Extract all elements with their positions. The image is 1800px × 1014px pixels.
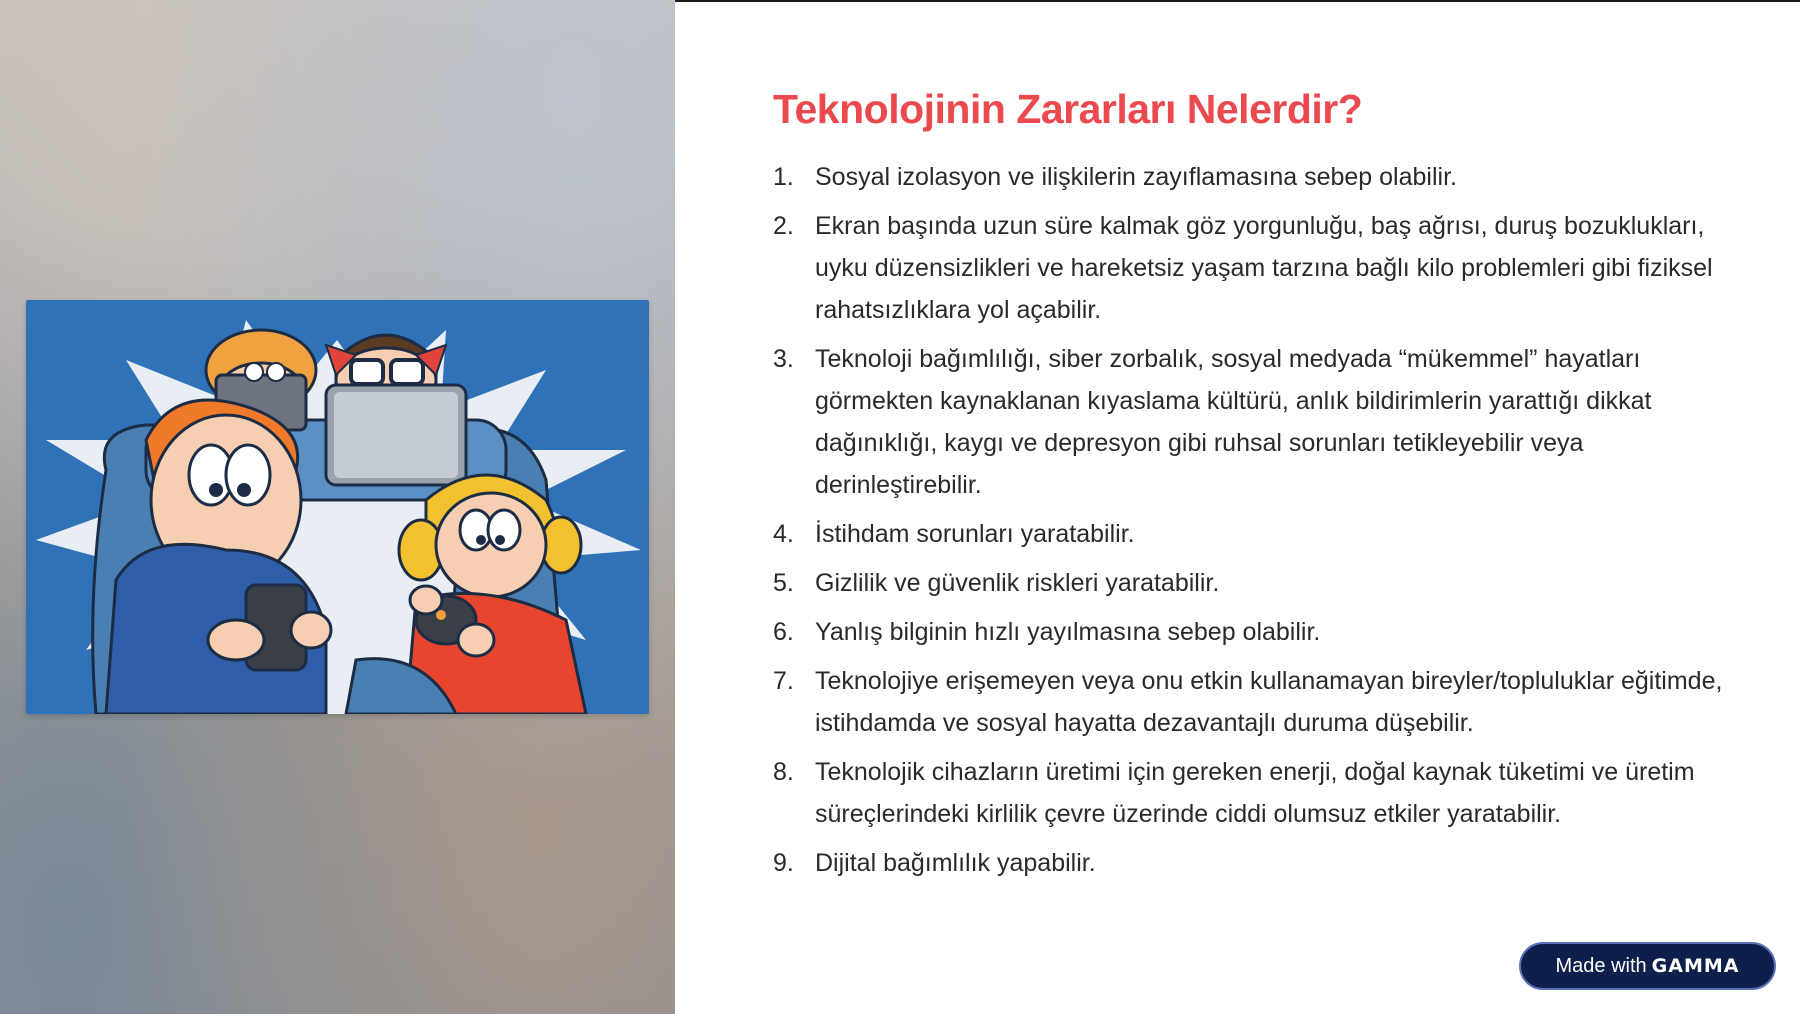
- list-item: [773, 660, 1733, 744]
- list-item-number: 6.: [773, 618, 794, 646]
- list-item-text: Teknolojik cihazların üretimi için gereken enerji, doğal kaynak tüketimi ve üretim süreçlerindeki kirlilik çevre üzerinde ciddi olumsuz etkiler yaratabilir.: [815, 758, 1695, 828]
- list-item: [773, 156, 1733, 198]
- list-item-number: 1.: [773, 163, 794, 191]
- made-with-gamma-badge[interactable]: [1519, 942, 1776, 990]
- list-item: [773, 842, 1733, 884]
- list-item-number: 2.: [773, 212, 794, 240]
- list-item: [773, 205, 1733, 331]
- list-item-number: 9.: [773, 849, 794, 877]
- list-item: [773, 751, 1733, 835]
- kids-with-devices-illustration: [26, 300, 649, 714]
- list-item-number: 4.: [773, 520, 794, 548]
- list-item-text: Sosyal izolasyon ve ilişkilerin zayıflamasına sebep olabilir.: [815, 163, 1457, 191]
- list-item-text: Gizlilik ve güvenlik riskleri yaratabilir.: [815, 569, 1220, 597]
- harms-list: [773, 156, 1733, 884]
- list-item-text: Dijital bağımlılık yapabilir.: [815, 849, 1096, 877]
- list-item-text: İstihdam sorunları yaratabilir.: [815, 520, 1135, 548]
- list-item: [773, 513, 1733, 555]
- list-item: [773, 338, 1733, 506]
- list-item-number: 5.: [773, 569, 794, 597]
- list-item-text: Teknolojiye erişemeyen veya onu etkin kullanamayan bireyler/topluluklar eğitimde, istihdamda ve sosyal hayatta dezavantajlı duruma düşebilir.: [815, 667, 1723, 737]
- list-item-number: 8.: [773, 758, 794, 786]
- gamma-logo: GAMMA: [1651, 955, 1740, 977]
- list-item-text: Ekran başında uzun süre kalmak göz yorgunluğu, baş ağrısı, duruş bozuklukları, uyku düzensizlikleri ve hareketsiz yaşam tarzına bağlı kilo problemleri gibi fiziksel rahatsızlıklara yol açabilir.: [815, 212, 1713, 324]
- list-item: [773, 611, 1733, 653]
- list-item: [773, 562, 1733, 604]
- list-item-text: Yanlış bilginin hızlı yayılmasına sebep olabilir.: [815, 618, 1321, 646]
- list-item-text: Teknoloji bağımlılığı, siber zorbalık, sosyal medyada “mükemmel” hayatları görmekten kaynaklanan kıyaslama kültürü, anlık bildirimlerin yarattığı dikkat dağınıklığı, kaygı ve depresyon gibi ruhsal sorunları tetikleyebilir veya derinleştirebilir.: [815, 345, 1652, 499]
- list-item-number: 7.: [773, 667, 794, 695]
- badge-prefix-text: Made with: [1555, 954, 1647, 977]
- list-item-number: 3.: [773, 345, 794, 373]
- page-title: Teknolojinin Zararları Nelerdir?: [773, 86, 1363, 132]
- main-content: [773, 82, 1733, 891]
